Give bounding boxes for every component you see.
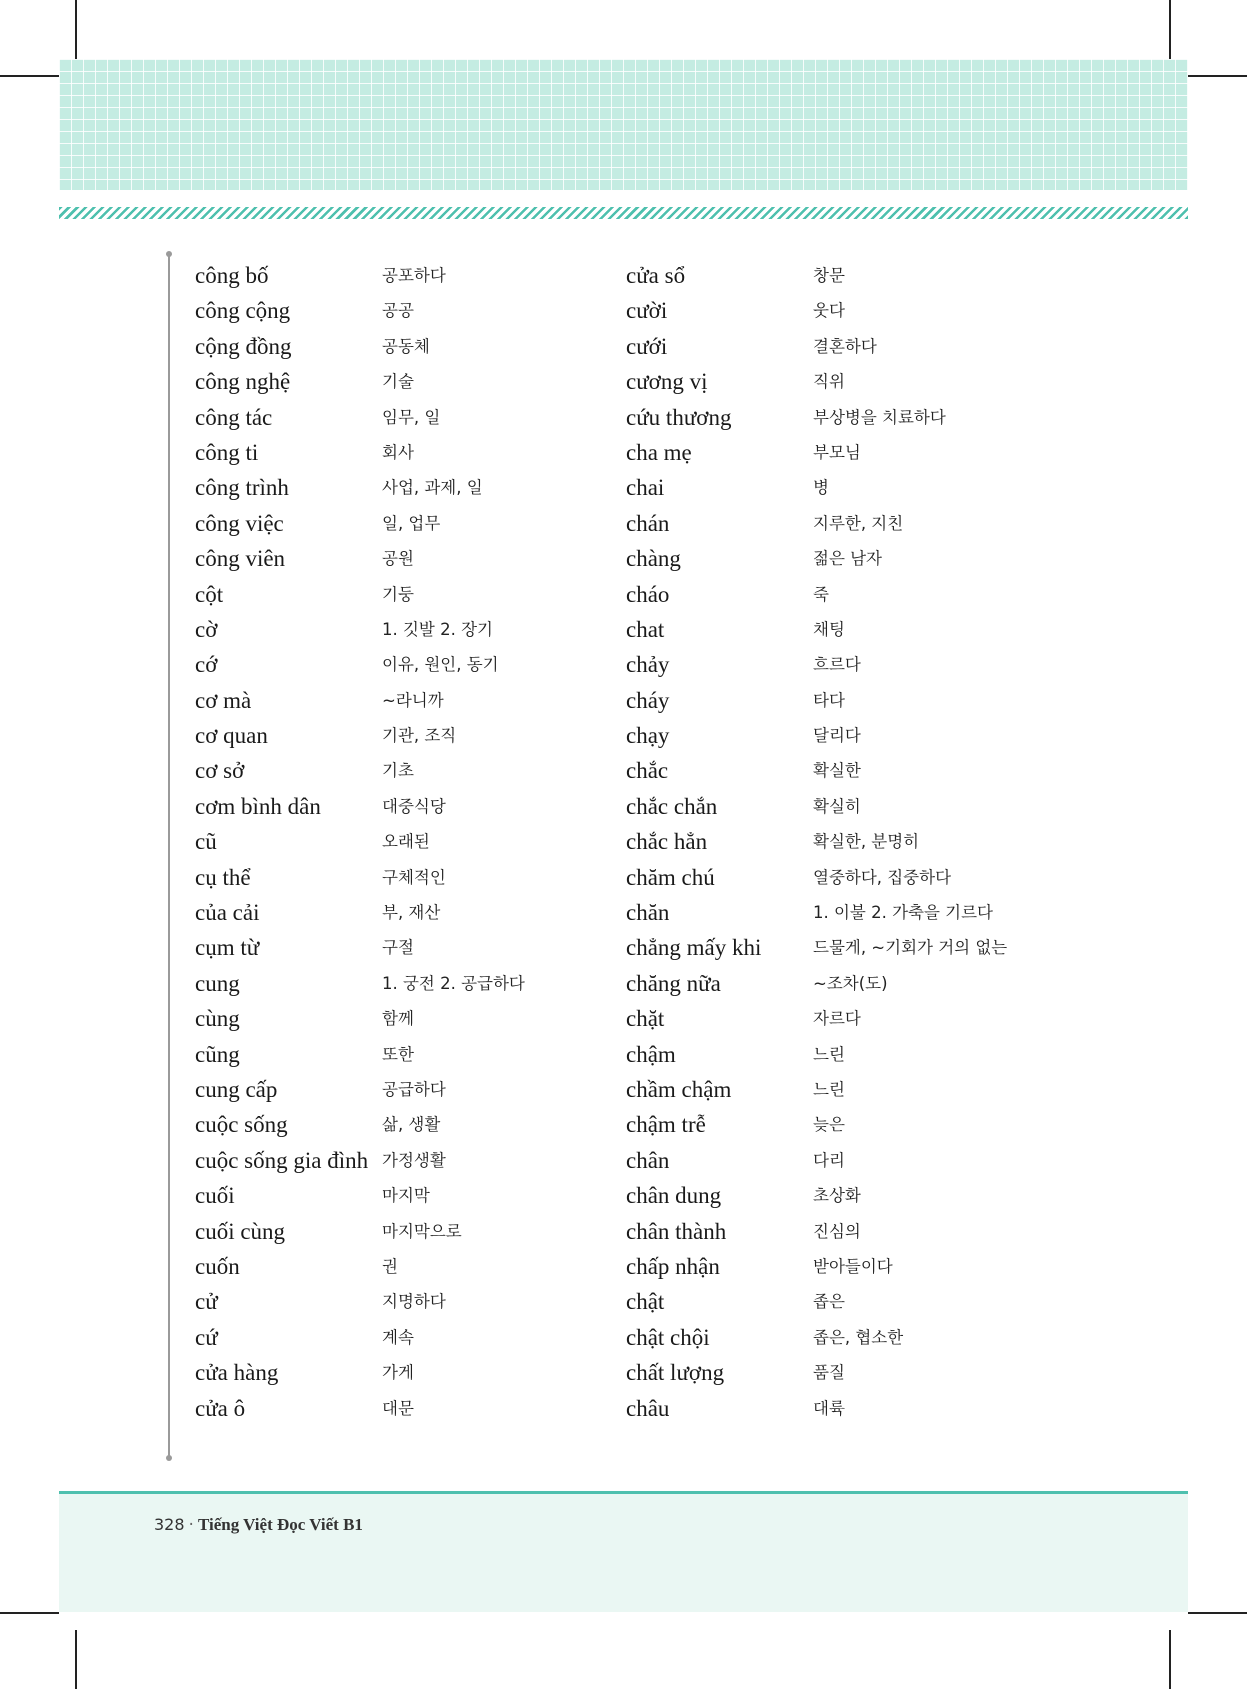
- vietnamese-term: chầm chậm: [626, 1076, 732, 1102]
- korean-meaning: 흐르다: [813, 655, 861, 675]
- korean-meaning: 받아들이다: [813, 1256, 893, 1276]
- footer-band: [59, 1494, 1188, 1612]
- korean-meaning: 기관, 조직: [382, 726, 457, 746]
- korean-meaning: 1. 궁전 2. 공급하다: [382, 973, 525, 993]
- vietnamese-term: cứu thương: [626, 404, 732, 430]
- vietnamese-term: cũng: [195, 1041, 240, 1067]
- korean-meaning: 이유, 원인, 동기: [382, 655, 499, 675]
- vietnamese-term: công viên: [195, 546, 286, 572]
- vietnamese-term: chăm chú: [626, 864, 715, 890]
- vietnamese-term: chắc chắn: [626, 793, 718, 819]
- vietnamese-term: cuộc sống: [195, 1112, 288, 1138]
- crop-mark: [1169, 1630, 1171, 1689]
- vietnamese-term: chăng nữa: [626, 970, 721, 996]
- vietnamese-term: cửa hàng: [195, 1360, 279, 1386]
- vietnamese-term: châu: [626, 1395, 670, 1421]
- vietnamese-term: chật chội: [626, 1324, 710, 1350]
- korean-meaning: 부, 재산: [382, 903, 441, 923]
- korean-meaning: 계속: [382, 1327, 414, 1347]
- vietnamese-term: cửa sổ: [626, 263, 686, 288]
- vietnamese-term: chặt: [626, 1006, 665, 1032]
- vietnamese-term: chảy: [626, 652, 670, 678]
- margin-rule: [168, 254, 170, 1458]
- korean-meaning: 늦은: [813, 1115, 845, 1135]
- korean-meaning: 회사: [382, 442, 414, 462]
- vietnamese-term: cử: [195, 1289, 218, 1315]
- korean-meaning: 함께: [382, 1009, 414, 1029]
- korean-meaning: 기초: [382, 761, 414, 781]
- korean-meaning: 공원: [382, 549, 414, 569]
- vietnamese-term: chân thành: [626, 1218, 727, 1244]
- vietnamese-term: chắc: [626, 758, 669, 784]
- korean-meaning: 임무, 일: [382, 407, 441, 427]
- page-number: 328: [154, 1515, 185, 1534]
- vietnamese-term: chat: [626, 616, 665, 642]
- vietnamese-term: cơ sở: [195, 758, 245, 784]
- vietnamese-term: công nghệ: [195, 369, 291, 395]
- vietnamese-term: chậm trễ: [626, 1112, 706, 1138]
- vietnamese-term: cuối cùng: [195, 1218, 286, 1244]
- korean-meaning: 품질: [813, 1363, 845, 1383]
- korean-meaning: 드물게, ~기회가 거의 없는: [813, 938, 1008, 958]
- vietnamese-term: công trình: [195, 475, 289, 501]
- vietnamese-term: chán: [626, 510, 670, 536]
- margin-rule-dot-bottom: [166, 1455, 172, 1461]
- vietnamese-term: cụ thể: [195, 864, 251, 890]
- korean-meaning: 삶, 생활: [382, 1115, 441, 1135]
- korean-meaning: 기술: [382, 372, 414, 392]
- vietnamese-term: cung cấp: [195, 1076, 278, 1102]
- vietnamese-term: cháo: [626, 581, 670, 607]
- korean-meaning: 오래된: [382, 832, 430, 852]
- vietnamese-term: công cộng: [195, 298, 291, 324]
- vietnamese-term: chân dung: [626, 1183, 722, 1209]
- vietnamese-term: cũ: [195, 829, 217, 855]
- vietnamese-term: cơm bình dân: [195, 793, 321, 819]
- vietnamese-term: chấp nhận: [626, 1253, 720, 1279]
- vietnamese-term: chắc hẳn: [626, 829, 708, 855]
- footer-separator: ·: [188, 1515, 194, 1535]
- vietnamese-term: cháy: [626, 687, 670, 713]
- korean-meaning: 마지막으로: [382, 1221, 462, 1241]
- vietnamese-term: chăn: [626, 900, 670, 926]
- crop-mark: [0, 1612, 59, 1614]
- crop-mark: [1169, 0, 1171, 59]
- vietnamese-term: chạy: [626, 723, 670, 749]
- korean-meaning: 권: [382, 1256, 398, 1276]
- vietnamese-term: chàng: [626, 546, 681, 572]
- korean-meaning: 마지막: [382, 1186, 430, 1206]
- vietnamese-term: cơ quan: [195, 723, 268, 749]
- vietnamese-term: cưới: [626, 333, 668, 359]
- vietnamese-term: chất lượng: [626, 1360, 725, 1386]
- vietnamese-term: cha mẹ: [626, 439, 692, 465]
- korean-meaning: 확실히: [813, 796, 861, 816]
- vietnamese-term: cương vị: [626, 369, 708, 395]
- korean-meaning: 직위: [813, 372, 845, 392]
- korean-meaning: 창문: [813, 266, 845, 285]
- korean-meaning: 좁은, 협소한: [813, 1327, 904, 1347]
- korean-meaning: 공동체: [382, 336, 430, 356]
- korean-meaning: 좁은: [813, 1292, 845, 1312]
- crop-mark: [75, 1630, 77, 1689]
- korean-meaning: 죽: [813, 584, 829, 604]
- crop-mark: [75, 0, 77, 59]
- korean-meaning: 사업, 과제, 일: [382, 478, 483, 498]
- korean-meaning: 타다: [813, 690, 845, 710]
- korean-meaning: 기둥: [382, 584, 414, 604]
- korean-meaning: 공포하다: [382, 266, 446, 285]
- korean-meaning: 부상병을 치료하다: [813, 407, 946, 427]
- vietnamese-term: chân: [626, 1147, 670, 1173]
- korean-meaning: 병: [813, 478, 829, 498]
- vietnamese-term: chai: [626, 475, 665, 501]
- korean-meaning: 대문: [382, 1398, 414, 1418]
- korean-meaning: ~조차(도): [813, 973, 888, 993]
- korean-meaning: 자르다: [813, 1009, 861, 1029]
- korean-meaning: 느린: [813, 1079, 845, 1099]
- vietnamese-term: cười: [626, 298, 668, 324]
- korean-meaning: 일, 업무: [382, 513, 441, 533]
- vietnamese-term: cờ: [195, 616, 218, 642]
- header-grid-band: [59, 59, 1188, 190]
- korean-meaning: 대중식당: [382, 796, 446, 816]
- korean-meaning: 달리다: [813, 726, 861, 746]
- korean-meaning: 웃다: [813, 301, 845, 321]
- korean-meaning: 진심의: [813, 1221, 861, 1241]
- korean-meaning: 가게: [382, 1363, 414, 1383]
- vietnamese-term: cung: [195, 970, 240, 996]
- korean-meaning: 채팅: [813, 619, 845, 639]
- crop-mark: [1188, 75, 1247, 77]
- header-stripe: [59, 207, 1188, 219]
- vietnamese-term: chậm: [626, 1041, 676, 1067]
- korean-meaning: 다리: [813, 1150, 845, 1170]
- vietnamese-term: cuối: [195, 1183, 235, 1209]
- korean-meaning: 공급하다: [382, 1079, 446, 1099]
- korean-meaning: 확실한: [813, 761, 861, 781]
- korean-meaning: 결혼하다: [813, 336, 877, 356]
- vietnamese-term: cuốn: [195, 1253, 240, 1279]
- vietnamese-term: công tác: [195, 404, 273, 430]
- korean-meaning: 지루한, 지친: [813, 513, 904, 533]
- korean-meaning: 젊은 남자: [813, 549, 883, 569]
- vietnamese-term: công ti: [195, 439, 259, 465]
- vietnamese-term: cơ mà: [195, 687, 252, 713]
- korean-meaning: 가정생활: [382, 1150, 446, 1170]
- korean-meaning: 열중하다, 집중하다: [813, 867, 952, 887]
- korean-meaning: 1. 이불 2. 가축을 기르다: [813, 903, 993, 923]
- vietnamese-term: chật: [626, 1289, 665, 1315]
- vietnamese-term: cụm từ: [195, 935, 260, 961]
- korean-meaning: 또한: [382, 1044, 414, 1064]
- margin-rule-dot-top: [166, 251, 172, 257]
- page-footer: [154, 1515, 363, 1535]
- korean-meaning: 대륙: [813, 1398, 845, 1418]
- korean-meaning: 구체적인: [382, 867, 446, 887]
- korean-meaning: 공공: [382, 301, 414, 321]
- vietnamese-term: cuộc sống gia đình: [195, 1147, 369, 1173]
- vietnamese-term: cùng: [195, 1006, 240, 1032]
- korean-meaning: 느린: [813, 1044, 845, 1064]
- korean-meaning: 부모님: [813, 442, 861, 462]
- vietnamese-term: công việc: [195, 510, 284, 536]
- korean-meaning: 구절: [382, 938, 414, 958]
- korean-meaning: 지명하다: [382, 1292, 446, 1312]
- vietnamese-term: cộng đồng: [195, 333, 292, 359]
- vietnamese-term: của cải: [195, 900, 260, 926]
- vietnamese-term: cột: [195, 581, 224, 607]
- vietnamese-term: cứ: [195, 1324, 218, 1350]
- book-title: Tiếng Việt Đọc Viết B1: [197, 1515, 363, 1534]
- vietnamese-term: cớ: [195, 652, 218, 678]
- vietnamese-term: cửa ô: [195, 1395, 246, 1421]
- korean-meaning: ~라니까: [382, 690, 444, 710]
- crop-mark: [1188, 1612, 1247, 1614]
- vietnamese-term: chẳng mấy khi: [626, 935, 762, 961]
- crop-mark: [0, 75, 59, 77]
- korean-meaning: 초상화: [813, 1186, 861, 1206]
- vietnamese-term: công bố: [195, 263, 269, 288]
- korean-meaning: 1. 깃발 2. 장기: [382, 619, 493, 639]
- korean-meaning: 확실한, 분명히: [813, 832, 920, 852]
